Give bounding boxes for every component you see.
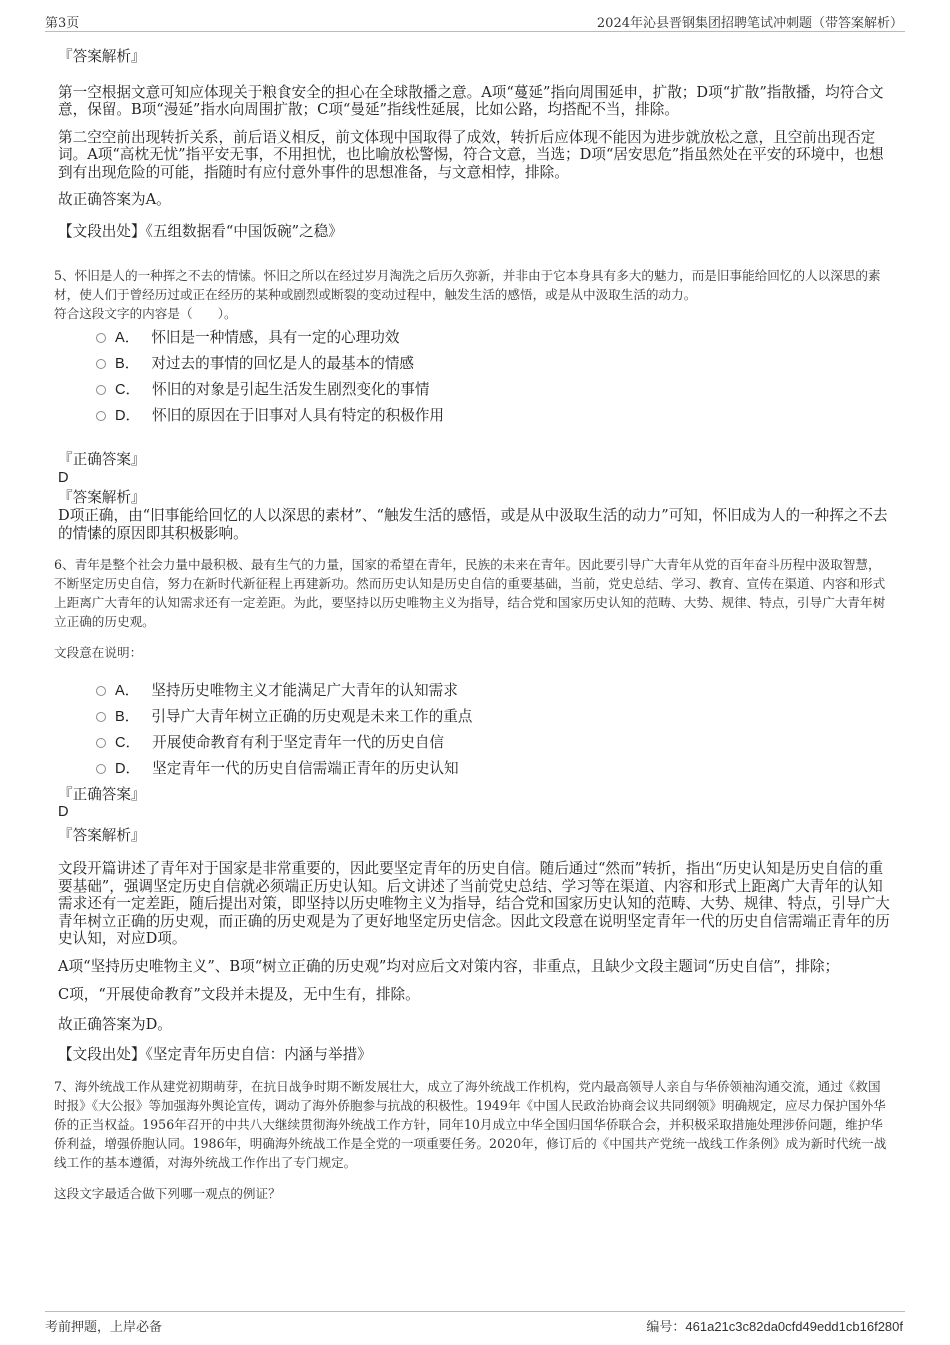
page-footer <box>0 1306 950 1345</box>
q6-analysis-label: 『答案解析』 <box>58 826 146 844</box>
q5-analysis: D项正确，由“旧事能给回忆的人以深思的素材”、“触发生活的感悟，或是从中汲取生活的动力”可知，怀旧成为人的一种挥之不去的情愫的原因即其积极影响。 <box>58 507 888 542</box>
q6-answer: D <box>58 803 69 820</box>
radio-icon[interactable] <box>96 385 106 395</box>
radio-icon[interactable] <box>96 764 106 774</box>
q6-analysis-para1: 文段开篇讲述了青年对于国家是非常重要的，因此要坚定青年的历史自信。随后通过“然而”转折，指出“历史认知是历史自信的重要基础”，强调坚定历史自信就必须端正历史认知。后文讲述了当前党史总结、学习等在渠道、内容和形式上距离广大青年的认知需求还有一定差距，随后提出对策，即坚持以历史唯物主义为指导，结合党和国家历史认知的范畴、大势、规律、特点，引导广大青年树立正确的历史观，而正确的历史观是为了更好地坚定历史信念。因此文段意在说明坚定青年一代的历史自信需端正青年的历史认知，对应D项。 <box>58 860 890 947</box>
q6-option-b[interactable]: B． 引导广大青年树立正确的历史观是未来工作的重点 <box>96 704 893 730</box>
q6-analysis-para2: A项“坚持历史唯物主义”、B项“树立正确的历史观”均对应后文对策内容，非重点，且缺少文段主题词“历史自信”，排除； <box>58 957 840 975</box>
q4-analysis-para2: 第二空空前出现转折关系，前后语义相反，前文体现中国取得了成效，转折后应体现不能因为进步就放松之意，且空前出现否定词。A项“高枕无忧”指平安无事，不用担忧，也比喻放松警惕，符合文意，当选；D项“居安思危”指虽然处在平安的环境中，也想到有出现危险的可能，指随时有应付意外事件的思想准备，与文意相悖，排除。 <box>58 128 884 181</box>
radio-icon[interactable] <box>96 411 106 421</box>
q6-ask: 文段意在说明： <box>54 645 143 660</box>
q5-options <box>96 325 893 429</box>
q7-stem: 7、海外统战工作从建党初期萌芽，在抗日战争时期不断发展壮大，成立了海外统战工作机构，党内最高领导人亲自与华侨领袖沟通交流，通过《救国时报》《大公报》等加强海外舆论宣传，调动了海外侨胞参与抗战的积极性。1949年《中国人民政治协商会议共同纲领》明确规定，应尽力保护国外华侨的正当权益。1956年召开的中共八大继续贯彻海外统战工作方针，同年10月成立中华全国归国华侨联合会，并积极采取措施处理涉侨问题，维护华侨利益，增强侨胞认同。1986年，明确海外统战工作是全党的一项重要任务。2020年，修订后的《中国共产党统一战线工作条例》成为新时代统一战线工作的基本遵循，对海外统战工作作出了专门规定。 <box>54 1078 887 1170</box>
q4-analysis-para1: 第一空根据文意可知应体现关于粮食安全的担心在全球散播之意。A项“蔓延”指向周围延申，扩散；D项“扩散”指散播，均符合文意，保留。B项“漫延”指水向周围扩散；C项“曼延”指线性延展，比如公路，均搭配不当，排除。 <box>58 83 884 118</box>
q6-options <box>96 678 893 782</box>
q6-option-d[interactable]: D． 坚定青年一代的历史自信需端正青年的历史认知 <box>96 756 893 782</box>
page-number: 第3页 <box>45 16 80 31</box>
q6-option-c[interactable]: C． 开展使命教育有利于坚定青年一代的历史自信 <box>96 730 893 756</box>
header-divider <box>45 31 905 32</box>
q5-analysis-label: 『答案解析』 <box>58 488 146 506</box>
q4-source: 【文段出处】《五组数据看“中国饭碗”之稳》 <box>58 222 343 240</box>
q5-answer-label: 『正确答案』 <box>58 451 146 468</box>
q4-conclusion: 故正确答案为A。 <box>58 191 171 208</box>
q5-option-a[interactable]: A． 怀旧是一种情感，具有一定的心理功效 <box>96 325 893 351</box>
radio-icon[interactable] <box>96 712 106 722</box>
q5-option-c[interactable]: C． 怀旧的对象是引起生活发生剧烈变化的事情 <box>96 377 893 403</box>
q6-analysis-para3: C项，“开展使命教育”文段并未提及，无中生有，排除。 <box>58 986 420 1003</box>
q5-option-d[interactable]: D． 怀旧的原因在于旧事对人具有特定的积极作用 <box>96 403 893 429</box>
q6-source: 【文段出处】《坚定青年历史自信：内涵与举措》 <box>58 1046 372 1063</box>
q6-option-a[interactable]: A． 坚持历史唯物主义才能满足广大青年的认知需求 <box>96 678 893 704</box>
document-body <box>54 44 893 1203</box>
q6-answer-label: 『正确答案』 <box>58 786 146 803</box>
footer-divider <box>45 1311 905 1312</box>
radio-icon[interactable] <box>96 686 106 696</box>
document-title: 2024年沁县晋钢集团招聘笔试冲刺题（带答案解析） <box>596 16 903 31</box>
q5-ask: 符合这段文字的内容是（ ）。 <box>54 306 237 321</box>
document-code: 编号：461a21c3c82da0cfd49edd1cb16f280f <box>646 1319 903 1334</box>
q5-stem: 5、怀旧是人的一种挥之不去的情愫。怀旧之所以在经过岁月淘洗之后历久弥新，并非由于它本身具有多大的魅力，而是旧事能给回忆的人以深思的素材，使人们于曾经历过或正在经历的某种或剧烈或断裂的变动过程中，触发生活的感悟，或是从中汲取生活的动力。 <box>54 268 881 302</box>
radio-icon[interactable] <box>96 333 106 343</box>
q7-ask: 这段文字最适合做下列哪一观点的例证？ <box>54 1185 281 1201</box>
q6-conclusion: 故正确答案为D。 <box>58 1015 172 1033</box>
footer-slogan: 考前押题，上岸必备 <box>45 1320 163 1335</box>
radio-icon[interactable] <box>96 738 106 748</box>
radio-icon[interactable] <box>96 359 106 369</box>
q5-option-b[interactable]: B． 对过去的事情的回忆是人的最基本的情感 <box>96 351 893 377</box>
q6-stem: 6、青年是整个社会力量中最积极、最有生气的力量，国家的希望在青年，民族的未来在青年。因此要引导广大青年从党的百年奋斗历程中汲取智慧，不断坚定历史自信，努力在新时代新征程上再建新功。然而历史认知是历史自信的重要基础，当前，党史总结、学习、教育、宣传在渠道、内容和形式上距离广大青年的认知需求还有一定差距。为此，要坚持以历史唯物主义为指导，结合党和国家历史认知的范畴、大势、规律、特点，引导广大青年树立正确的历史观。 <box>54 557 886 629</box>
q4-analysis-label: 『答案解析』 <box>58 48 146 65</box>
q5-answer: D <box>58 469 69 486</box>
page-header <box>0 0 950 30</box>
